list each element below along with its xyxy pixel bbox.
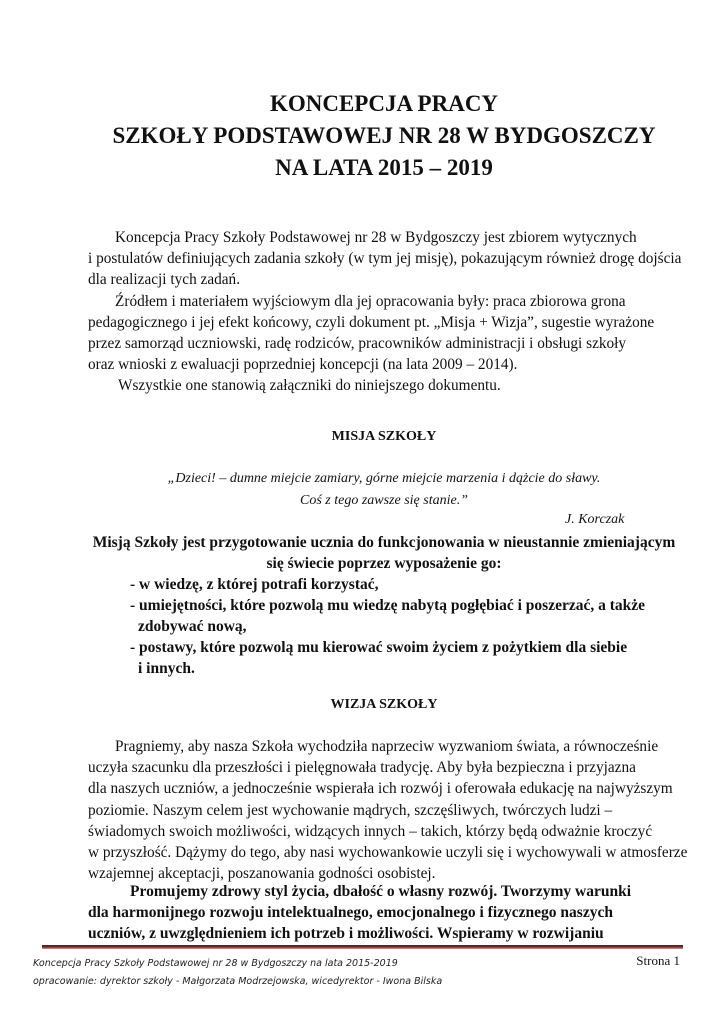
footer-divider — [42, 945, 683, 949]
text-line: wzajemnej akceptacji, poszanowania godności osobistej. — [88, 865, 436, 883]
quote-line: „Dzieci! – dumne miejcie zamiary, górne miejcie marzenia i dążcie do sławy. — [167, 471, 601, 486]
document-title — [0, 88, 725, 184]
text-line: dla harmonijnego rozwoju intelektualnego, emocjonalnego i fizycznego naszych — [88, 904, 613, 921]
text-line: Koncepcja Pracy Szkoły Podstawowej nr 28 w Bydgoszczy jest zbiorem wytycznych — [115, 229, 637, 246]
list-item: - postawy, które pozwolą mu kierować swoim życiem z pożytkiem dla siebie — [130, 639, 628, 656]
text-line: i postulatów definiujących zadania szkoły (w tym jej misję), pokazującym również drogę dojścia — [88, 250, 682, 268]
text-line: uczniów, z uwzględnieniem ich potrzeb i możliwości. Wspieramy w rozwijaniu — [88, 925, 604, 942]
text-line: poziomie. Naszym celem jest wychowanie mądrych, szczęśliwych, twórczych ludzi – — [88, 801, 613, 819]
list-item: - w wiedzę, z której potrafi korzystać, — [130, 576, 379, 593]
list-item: i innych. — [138, 660, 195, 677]
text-line: pedagogicznego i jej efekt końcowy, czyli dokument pt. „Misja + Wizja”, sugestie wyrażone — [88, 313, 655, 331]
footer-title: Koncepcja Pracy Szkoły Podstawowej nr 28 w Bydgoszczy na lata 2015-2019 — [33, 958, 398, 969]
mission-statement — [0, 532, 725, 574]
vision-heading: WIZJA SZKOŁY — [330, 697, 438, 712]
vision-paragraph — [88, 736, 687, 884]
text-line: Źródłem i materiałem wyjściowym dla jej opracowania były: praca zbiorowa grona — [115, 292, 626, 310]
text-line: świadomych swoich możliwości, widzących innych – takich, którzy będą odważnie kroczyć — [88, 822, 653, 840]
quote-line: Coś z tego zawsze się stanie.” — [299, 492, 468, 508]
text-line: w przyszłość. Dążymy do tego, aby nasi wychowankowie uczyli się i wychowywali w atmosferze — [88, 843, 688, 861]
text-line: Pragniemy, aby nasza Szkoła wychodziła naprzeciw wyzwaniom świata, a równocześnie — [115, 738, 659, 755]
mission-heading: MISJA SZKOŁY — [331, 429, 437, 444]
text-line: Promujemy zdrowy styl życia, dbałość o własny rozwój. Tworzymy warunki — [130, 883, 631, 900]
text-line: Wszystkie one stanowią załączniki do niniejszego dokumentu. — [118, 377, 501, 395]
text-line: dla realizacji tych zadań. — [88, 271, 241, 289]
text-line: dla naszych uczniów, a jednocześnie wspierała ich rozwój i oferowała edukację na najwyższym — [88, 780, 673, 798]
page-number: Strona 1 — [636, 953, 680, 968]
footer — [33, 955, 442, 991]
vision-bold-paragraph — [88, 881, 631, 944]
text-line: się świecie poprzez wyposażenie go: — [266, 555, 502, 572]
quote-author: J. Korczak — [565, 512, 625, 527]
text-line: Misją Szkoły jest przygotowanie ucznia do funkcjonowania w nieustannie zmieniającym — [92, 534, 676, 551]
text-line: uczyła szacunku dla przeszłości i pielęgnowała tradycję. Aby była bezpieczna i przyjazna — [88, 759, 636, 777]
intro-paragraph — [88, 227, 681, 397]
list-item: - umiejętności, które pozwolą mu wiedzę nabytą pogłębiać i poszerzać, a także — [130, 597, 646, 614]
footer-authors: opracowanie: dyrektor szkoły - Małgorzata Modrzejowska, wicedyrektor - Iwona Bilska — [33, 976, 443, 987]
title-line: SZKOŁY PODSTAWOWEJ NR 28 W BYDGOSZCZY — [112, 123, 656, 148]
list-item: zdobywać nową, — [138, 618, 247, 635]
text-line: przez samorząd uczniowski, radę rodziców, pracowników administracji i obsługi szkoły — [88, 334, 627, 352]
title-line: KONCEPCJA PRACY — [269, 91, 499, 116]
text-line: oraz wnioski z ewaluacji poprzedniej koncepcji (na lata 2009 – 2014). — [88, 356, 518, 374]
title-line: NA LATA 2015 – 2019 — [275, 155, 493, 180]
korczak-quote — [0, 468, 725, 511]
mission-list — [130, 574, 645, 679]
